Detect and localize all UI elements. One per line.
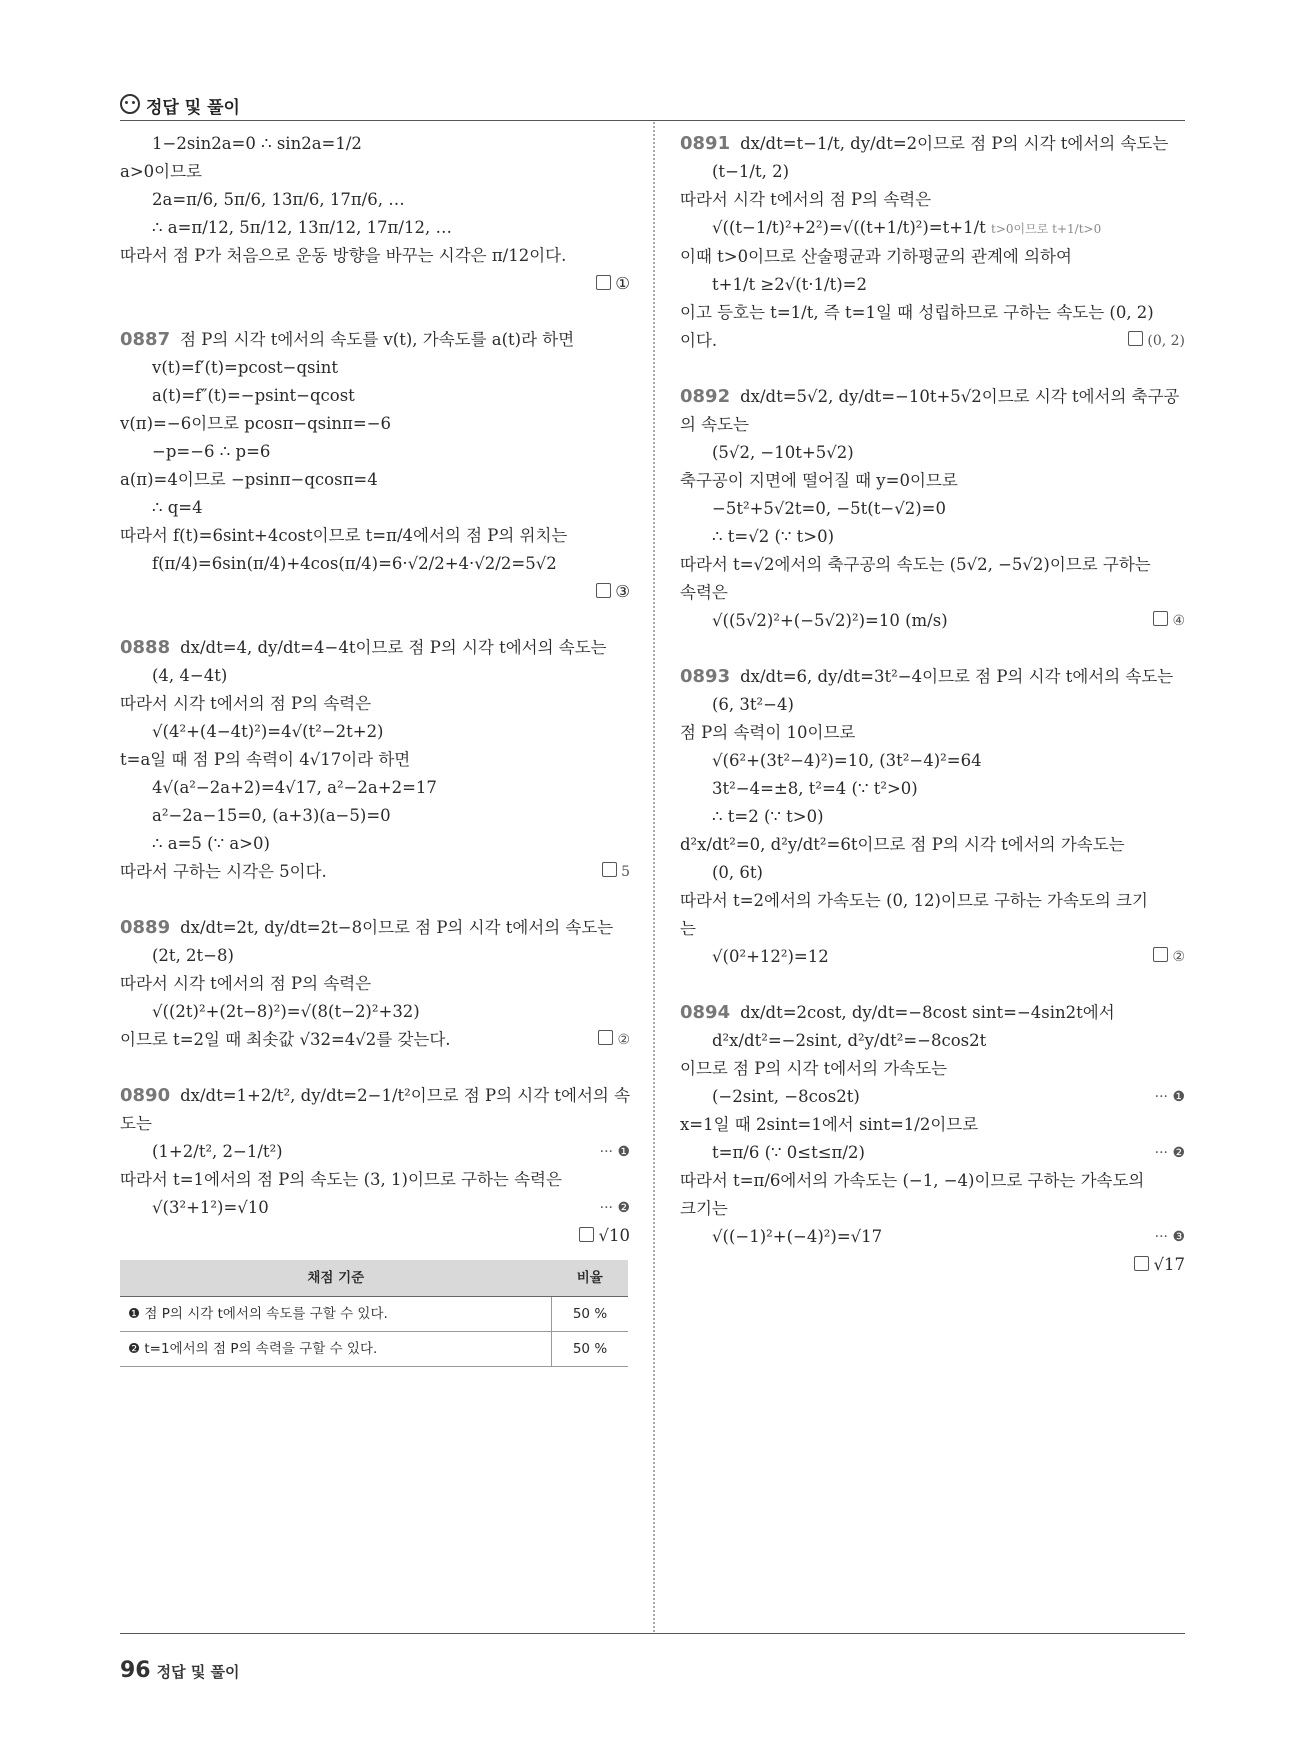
solution-line: 이므로 점 P의 시각 t에서의 가속도는 (680, 1059, 948, 1078)
problem-0892 (680, 383, 1185, 635)
page-header (120, 88, 1185, 121)
scoring-table (120, 1260, 628, 1367)
answer-icon (579, 1227, 594, 1242)
solution-line: a²−2a−15=0, (a+3)(a−5)=0 (152, 806, 391, 825)
answer: ① (120, 270, 630, 298)
solution-line: √((t−1/t)²+2²)=√((t+1/t)²)=t+1/t (712, 218, 986, 237)
table-header-row (120, 1260, 628, 1297)
solution-line: (0, 6t) (712, 863, 763, 882)
problem-number: 0889 (120, 917, 171, 938)
solution-line: 축구공이 지면에 떨어질 때 y=0이므로 (680, 471, 958, 490)
solution-line: 따라서 점 P가 처음으로 운동 방향을 바꾸는 시각은 π/12이다. (120, 246, 567, 265)
answer: 5 (602, 858, 630, 886)
solution-line: (1+2/t², 2−1/t²) (152, 1142, 283, 1161)
step-marker: ··· ❷ (599, 1200, 630, 1216)
solution-line: ∴ t=2 (∵ t>0) (712, 807, 824, 826)
right-column (680, 130, 1185, 1279)
table-cell: 50 % (552, 1297, 629, 1332)
solution-line: 이다. (680, 331, 718, 350)
table-header-cell: 채점 기준 (120, 1260, 552, 1297)
page-number: 96 (120, 1658, 151, 1683)
table-row (120, 1297, 628, 1332)
continued-solution (120, 130, 630, 298)
solution-line: ∴ q=4 (152, 498, 203, 517)
left-column (120, 130, 630, 1367)
solution-line: √(6²+(3t²−4)²)=10, (3t²−4)²=64 (712, 751, 982, 770)
solution-line: a(π)=4이므로 −psinπ−qcosπ=4 (120, 470, 378, 489)
solution-line: 3t²−4=±8, t²=4 (∵ t²>0) (712, 779, 918, 798)
solution-line: 점 P의 시각 t에서의 속도를 v(t), 가속도를 a(t)라 하면 (180, 330, 575, 349)
answer-icon (596, 583, 611, 598)
solution-line: √(3²+1²)=√10 (152, 1198, 269, 1217)
solution-line: −p=−6 ∴ p=6 (152, 442, 271, 461)
column-divider (653, 122, 655, 1632)
solution-line: 이므로 t=2일 때 최솟값 √32=4√2를 갖는다. (120, 1030, 451, 1049)
solution-line: √((−1)²+(−4)²)=√17 (712, 1227, 883, 1246)
footer-rule (120, 1633, 1185, 1634)
problem-0894 (680, 999, 1185, 1279)
solution-line: 따라서 f(t)=6sint+4cost이므로 t=π/4에서의 점 P의 위치는 (120, 526, 568, 545)
solution-line: 따라서 t=π/6에서의 가속도는 (−1, −4)이므로 구하는 가속도의 (680, 1171, 1145, 1190)
solution-line: 따라서 시각 t에서의 점 P의 속력은 (120, 694, 372, 713)
header-title: 정답 및 풀이 (146, 98, 240, 118)
answer-icon (1153, 611, 1168, 626)
solution-line: 도는 (120, 1114, 152, 1133)
page-footer (120, 1658, 240, 1683)
solution-line: 따라서 시각 t에서의 점 P의 속력은 (120, 974, 372, 993)
solution-line: v(π)=−6이므로 pcosπ−qsinπ=−6 (120, 414, 392, 433)
problem-0888 (120, 634, 630, 886)
solution-line: 따라서 t=√2에서의 축구공의 속도는 (5√2, −5√2)이므로 구하는 (680, 555, 1151, 574)
solution-line: (2t, 2t−8) (152, 946, 234, 965)
solution-line: ∴ a=5 (∵ a>0) (152, 834, 270, 853)
solution-line: 는 (680, 919, 696, 938)
solution-line: (6, 3t²−4) (712, 695, 794, 714)
solution-line: dx/dt=6, dy/dt=3t²−4이므로 점 P의 시각 t에서의 속도는 (740, 667, 1174, 686)
problem-0893 (680, 663, 1185, 971)
footer-title: 정답 및 풀이 (156, 1663, 240, 1681)
solution-line: 따라서 t=2에서의 가속도는 (0, 12)이므로 구하는 가속도의 크기 (680, 891, 1148, 910)
answer-icon (596, 275, 611, 290)
solution-line: 속력은 (680, 583, 728, 602)
solution-line: 의 속도는 (680, 415, 750, 434)
step-marker: ··· ❸ (1154, 1229, 1185, 1245)
step-marker: ··· ❷ (1154, 1145, 1185, 1161)
solution-line: √(0²+12²)=12 (712, 947, 829, 966)
solution-line: x=1일 때 2sint=1에서 sint=1/2이므로 (680, 1115, 979, 1134)
solution-line: 점 P의 속력이 10이므로 (680, 723, 856, 742)
answer-icon (1128, 331, 1143, 346)
table-cell: ❶ 점 P의 시각 t에서의 속도를 구할 수 있다. (120, 1297, 552, 1332)
problem-number: 0894 (680, 1002, 731, 1023)
answer: ④ (1153, 607, 1185, 635)
solution-line: 4√(a²−2a+2)=4√17, a²−2a+2=17 (152, 778, 437, 797)
problem-0889 (120, 914, 630, 1054)
solution-line: ∴ t=√2 (∵ t>0) (712, 527, 835, 546)
step-marker: ··· ❶ (1154, 1089, 1185, 1105)
solution-line: √(4²+(4−4t)²)=4√(t²−2t+2) (152, 722, 384, 741)
solution-line: d²x/dt²=0, d²y/dt²=6t이므로 점 P의 시각 t에서의 가속도는 (680, 835, 1125, 854)
solution-line: 따라서 구하는 시각은 5이다. (120, 862, 327, 881)
problem-0887 (120, 326, 630, 606)
solution-line: t+1/t ≥2√(t·1/t)=2 (712, 275, 867, 294)
solution-line: dx/dt=t−1/t, dy/dt=2이므로 점 P의 시각 t에서의 속도는 (740, 134, 1169, 153)
answer: ② (598, 1026, 630, 1054)
problem-0891 (680, 130, 1185, 355)
solution-line: dx/dt=2t, dy/dt=2t−8이므로 점 P의 시각 t에서의 속도는 (180, 918, 614, 937)
problem-number: 0888 (120, 637, 171, 658)
solution-line: (t−1/t, 2) (712, 162, 790, 181)
problem-number: 0892 (680, 386, 731, 407)
solution-line: t=a일 때 점 P의 속력이 4√17이라 하면 (120, 750, 411, 769)
problem-number: 0891 (680, 133, 731, 154)
problem-number: 0890 (120, 1085, 171, 1106)
answer: √17 (680, 1251, 1185, 1279)
solution-line: dx/dt=1+2/t², dy/dt=2−1/t²이므로 점 P의 시각 t에서의 속 (180, 1086, 631, 1105)
solution-line: 2a=π/6, 5π/6, 13π/6, 17π/6, … (152, 190, 405, 209)
solution-line: t=π/6 (∵ 0≤t≤π/2) (712, 1143, 865, 1162)
solution-line: √((2t)²+(2t−8)²)=√(8(t−2)²+32) (152, 1002, 420, 1021)
solution-line: √((5√2)²+(−5√2)²)=10 (m/s) (712, 611, 948, 630)
table-cell: 50 % (552, 1332, 629, 1367)
solution-line: (4, 4−4t) (152, 666, 228, 685)
solution-line: ∴ a=π/12, 5π/12, 13π/12, 17π/12, … (152, 218, 452, 237)
solution-line: a(t)=f″(t)=−psint−qcost (152, 386, 355, 405)
solution-line: (5√2, −10t+5√2) (712, 443, 854, 462)
answer: ② (1153, 943, 1185, 971)
answer-icon (598, 1030, 613, 1045)
solution-line: dx/dt=2cost, dy/dt=−8cost sint=−4sin2t에서 (740, 1003, 1115, 1022)
answer-icon (1153, 947, 1168, 962)
solution-line: 크기는 (680, 1199, 728, 1218)
solution-line: dx/dt=4, dy/dt=4−4t이므로 점 P의 시각 t에서의 속도는 (180, 638, 607, 657)
solution-line: 이때 t>0이므로 산술평균과 기하평균의 관계에 의하여 (680, 247, 1072, 266)
answer-icon (602, 862, 617, 877)
problem-0890 (120, 1082, 630, 1250)
solution-line: v(t)=f′(t)=pcost−qsint (152, 358, 339, 377)
side-note: t>0이므로 t+1/t>0 (991, 222, 1102, 236)
table-row (120, 1332, 628, 1367)
solution-line: f(π/4)=6sin(π/4)+4cos(π/4)=6·√2/2+4·√2/2=5√2 (152, 554, 557, 573)
smiley-icon (120, 94, 140, 114)
answer: (0, 2) (1128, 327, 1185, 355)
solution-line: 이고 등호는 t=1/t, 즉 t=1일 때 성립하므로 구하는 속도는 (0, 2) (680, 303, 1154, 322)
solution-line: d²x/dt²=−2sint, d²y/dt²=−8cos2t (712, 1031, 987, 1050)
table-header-cell: 비율 (552, 1260, 629, 1297)
solution-line: (−2sint, −8cos2t) (712, 1087, 860, 1106)
table-cell: ❷ t=1에서의 점 P의 속력을 구할 수 있다. (120, 1332, 552, 1367)
solution-line: 따라서 t=1에서의 점 P의 속도는 (3, 1)이므로 구하는 속력은 (120, 1170, 562, 1189)
problem-number: 0887 (120, 329, 171, 350)
solution-line: 따라서 시각 t에서의 점 P의 속력은 (680, 190, 932, 209)
step-marker: ··· ❶ (599, 1144, 630, 1160)
answer: ③ (120, 578, 630, 606)
solution-line: a>0이므로 (120, 162, 202, 181)
solution-line: 1−2sin2a=0 ∴ sin2a=1/2 (152, 134, 362, 153)
solution-line: −5t²+5√2t=0, −5t(t−√2)=0 (712, 499, 946, 518)
answer: √10 (120, 1222, 630, 1250)
solution-line: dx/dt=5√2, dy/dt=−10t+5√2이므로 시각 t에서의 축구공 (740, 387, 1180, 406)
problem-number: 0893 (680, 666, 731, 687)
answer-icon (1134, 1256, 1149, 1271)
